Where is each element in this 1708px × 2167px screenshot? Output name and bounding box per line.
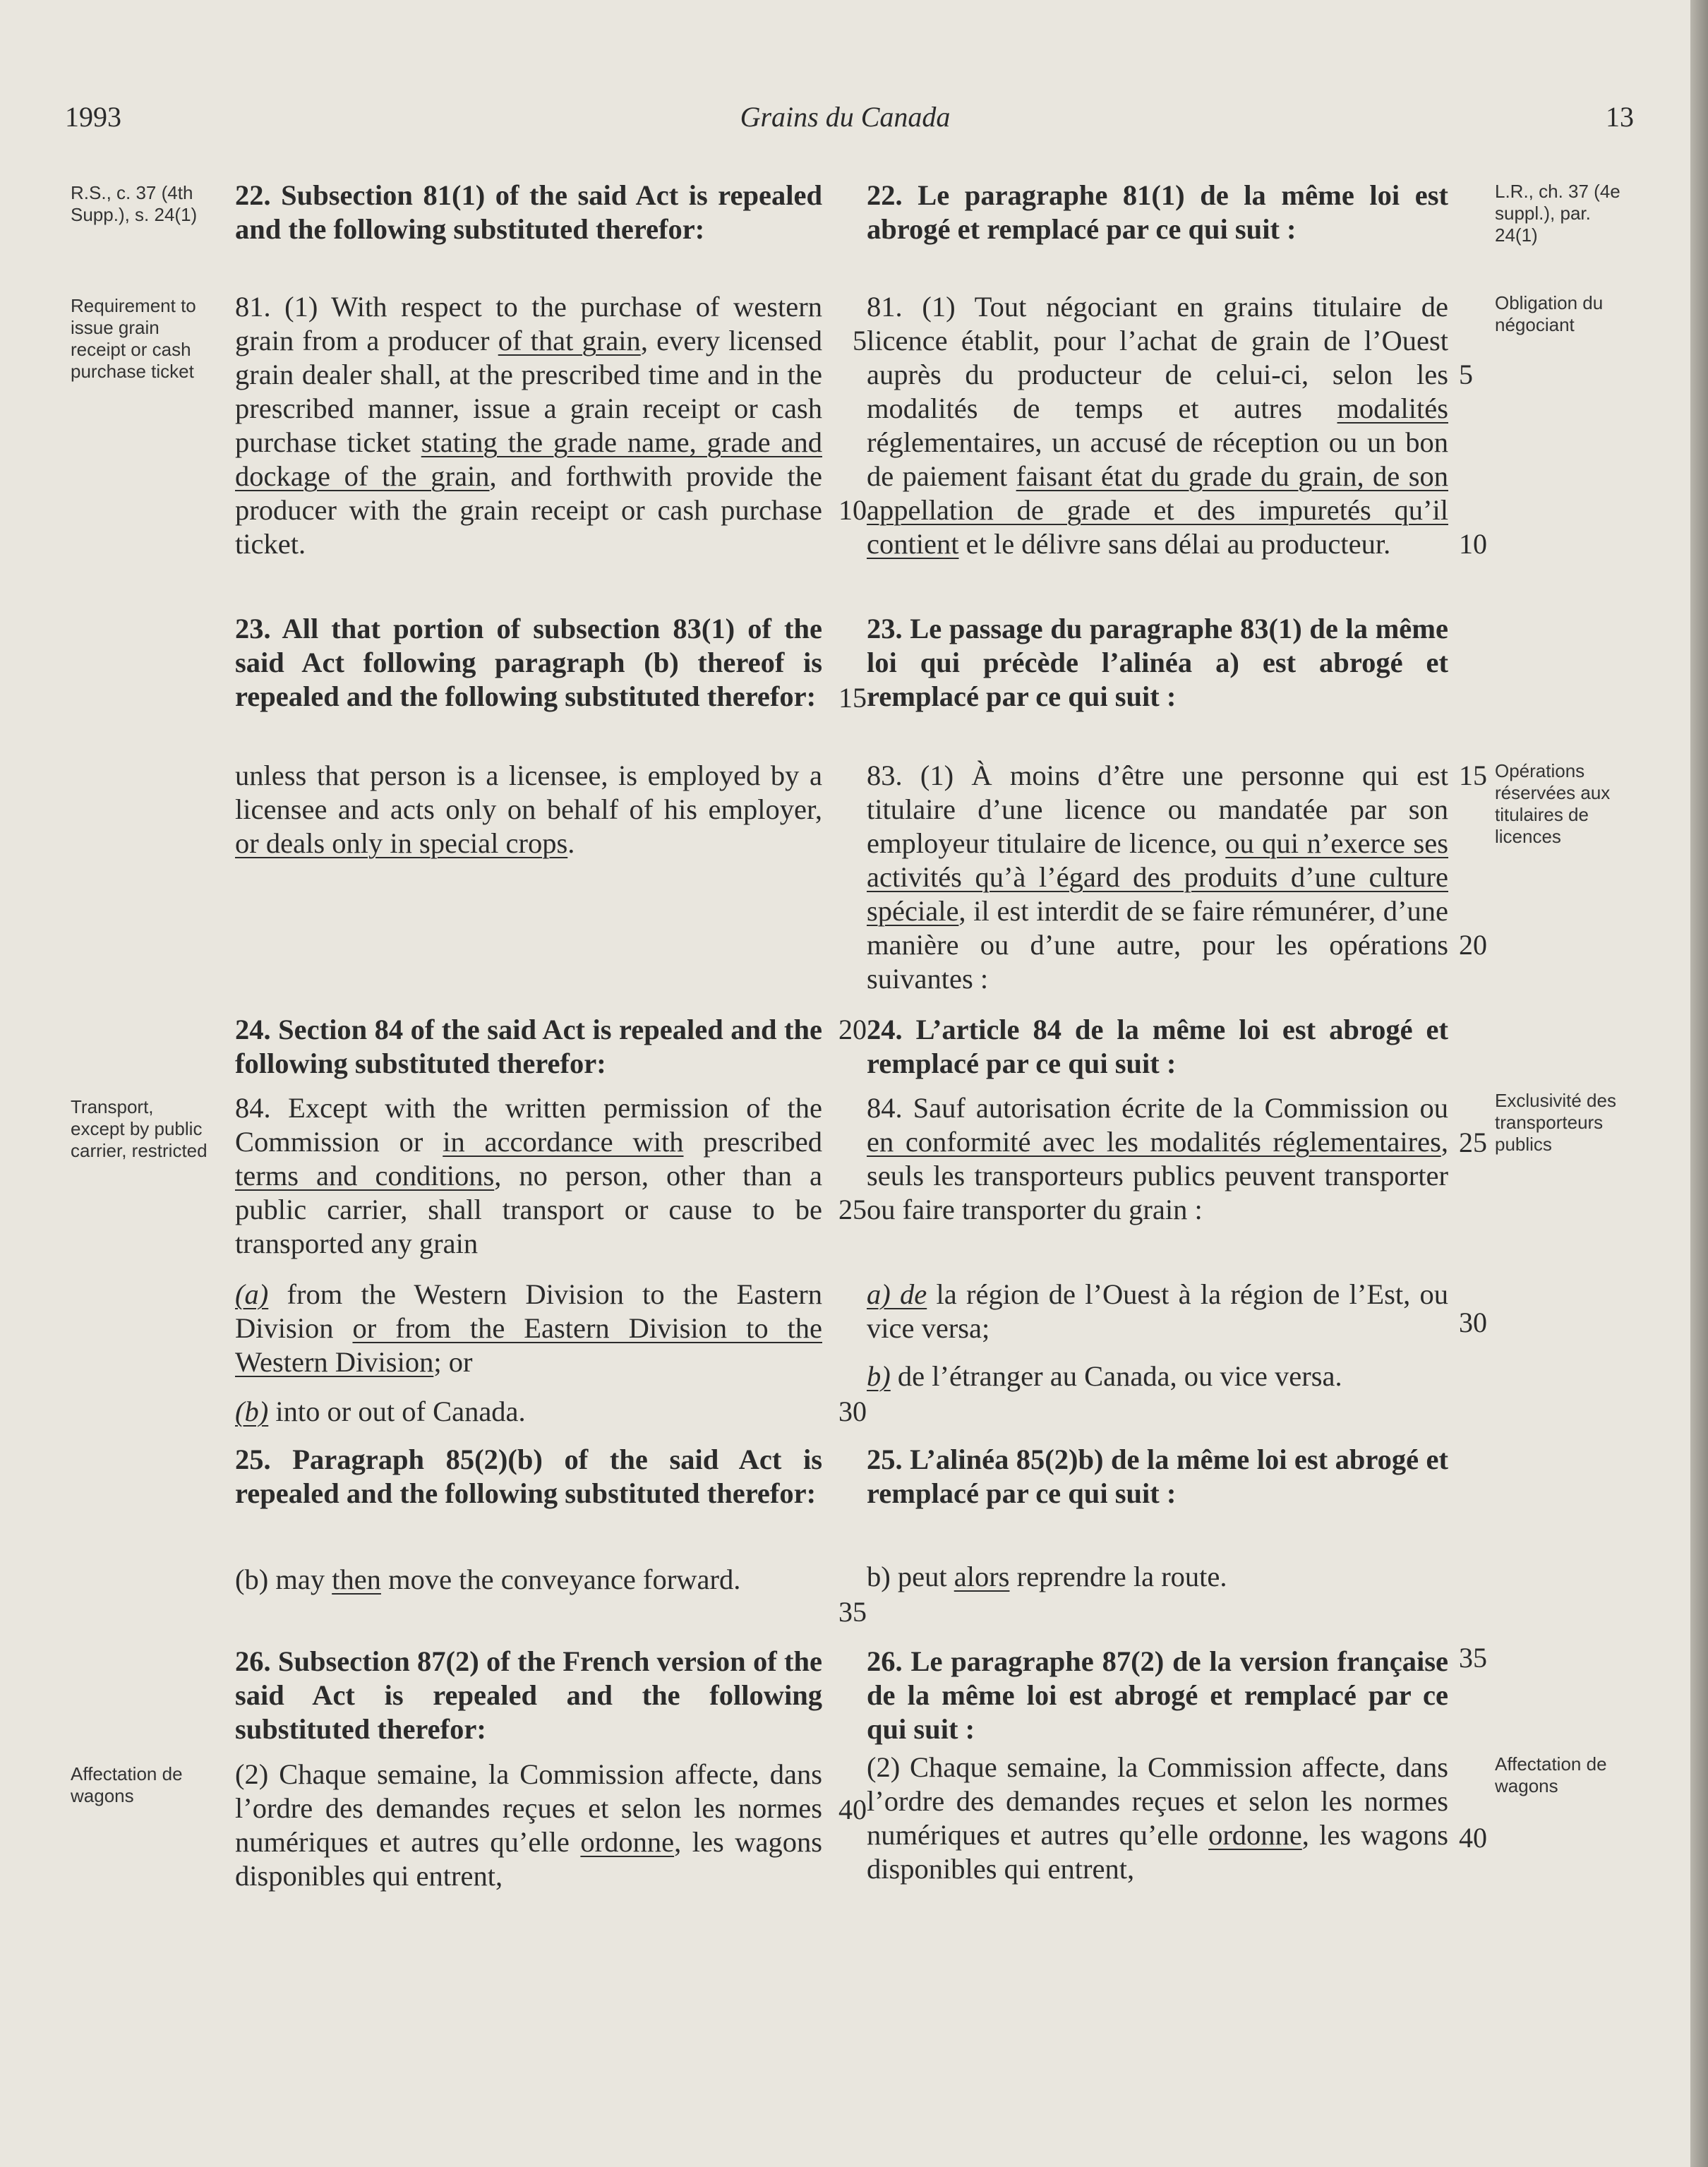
fr-s81-text: 81. (1) Tout négociant en grains titulaire de licence établit, pour l’achat de grain de l’Ouest auprès du producteur de celui-ci, selon les modalités de temps et autres modalités réglementaires, un accusé de réception ou un bon de paiement faisant état du grade du grain, de son appellation de grade et des impuretés qu’il contient et le délivre sans délai au producteur.	[867, 291, 1448, 560]
en-s25-heading: 25. Paragraph 85(2)(b) of the said Act is repealed and the following substituted therefor:	[235, 1443, 822, 1509]
line-number: 10	[838, 494, 867, 526]
en-s83-text: unless that person is a licensee, is employed by a licensee and acts only on behalf of his employer, or deals only in special crops.	[235, 760, 822, 859]
en-s23-heading: 23. All that portion of subsection 83(1) of the said Act following paragraph (b) thereof is repealed and the following substituted therefor:	[235, 613, 822, 712]
fr-s83-text: 83. (1) À moins d’être une personne qui est titulaire d’une licence ou mandatée par son employeur titulaire de licence, ou qui n’exerce ses activités qu’à l’égard des produits d’une culture spéciale, il est interdit de se faire rémunérer, d’une manière ou d’une autre, pour les opérations suivantes :	[867, 760, 1448, 995]
fr-s84-paragraph-b: b) de l’étranger au Canada, ou vice versa.	[867, 1360, 1342, 1392]
margin-note-right-4: Exclusivité des transporteurs publics	[1495, 1090, 1616, 1155]
page-edge-shadow	[1690, 0, 1708, 2167]
line-number: 40	[838, 1794, 867, 1825]
margin-note-right-2: Obligation du négociant	[1495, 292, 1604, 335]
fr-s24-heading: 24. L’article 84 de la même loi est abrogé et remplacé par ce qui suit :	[867, 1014, 1448, 1079]
line-number: 35	[838, 1596, 867, 1628]
fr-s85-text: b) peut alors reprendre la route.	[867, 1561, 1227, 1592]
margin-note-right-5: Affectation de wagons	[1495, 1753, 1607, 1796]
en-s26-heading: 26. Subsection 87(2) of the French version of the said Act is repealed and the following substituted therefor:	[235, 1645, 822, 1745]
line-number: 15	[1459, 760, 1487, 791]
line-number: 5	[1459, 359, 1473, 390]
margin-note-left-1: R.S., c. 37 (4th Supp.), s. 24(1)	[71, 182, 198, 225]
fr-s26-heading: 26. Le paragraphe 87(2) de la version française de la même loi est abrogé et remplacé par ce qui suit :	[867, 1645, 1448, 1745]
en-s87-text: (2) Chaque semaine, la Commission affecte, dans l’ordre des demandes reçues et selon les normes numériques et autres qu’elle ordonne, les wagons disponibles qui entrent,	[235, 1758, 822, 1892]
margin-note-right-3: Opérations réservées aux titulaires de licences	[1495, 760, 1611, 847]
fr-s84-paragraph-a: a) de la région de l’Ouest à la région de l’Est, ou vice versa;	[867, 1278, 1449, 1344]
fr-s22-heading: 22. Le paragraphe 81(1) de la même loi est abrogé et remplacé par ce qui suit :	[867, 179, 1448, 245]
line-number: 20	[838, 1014, 867, 1045]
en-s84-paragraph-b: (b) into or out of Canada.	[235, 1395, 526, 1427]
en-s81-text: 81. (1) With respect to the purchase of western grain from a producer of that grain, every licensed grain dealer shall, at the prescribed time and in the prescribed manner, issue a grain receipt or cash purchase ticket stating the grade name, grade and dockage of the grain, and forthwith provide the producer with the grain receipt or cash purchase ticket.	[235, 291, 822, 560]
margin-note-left-3: Transport, except by public carrier, restricted	[71, 1096, 208, 1161]
line-number: 25	[838, 1194, 867, 1225]
fr-s23-heading: 23. Le passage du paragraphe 83(1) de la même loi qui précède l’alinéa a) est abrogé et remplacé par ce qui suit :	[867, 613, 1448, 712]
en-s85-text: (b) may then move the conveyance forward.	[235, 1563, 741, 1595]
header-page-number: 13	[1606, 101, 1634, 133]
line-number: 30	[838, 1395, 867, 1427]
line-number: 20	[1459, 929, 1487, 961]
fr-s87-text: (2) Chaque semaine, la Commission affecte, dans l’ordre des demandes reçues et selon les normes numériques et autres qu’elle ordonne, les wagons disponibles qui entrent,	[867, 1751, 1448, 1885]
en-s84-paragraph-a: (a) from the Western Division to the Eastern Division or from the Eastern Division to the Western Division; or	[235, 1278, 822, 1378]
margin-note-right-1: L.R., ch. 37 (4e suppl.), par. 24(1)	[1495, 181, 1620, 246]
header-title: Grains du Canada	[740, 101, 951, 133]
line-number: 25	[1459, 1127, 1487, 1158]
line-number: 15	[838, 682, 867, 714]
fr-s25-heading: 25. L’alinéa 85(2)b) de la même loi est abrogé et remplacé par ce qui suit :	[867, 1443, 1448, 1509]
en-s24-heading: 24. Section 84 of the said Act is repealed and the following substituted therefor:	[235, 1014, 822, 1079]
margin-note-left-2: Requirement to issue grain receipt or cash purchase ticket	[71, 295, 196, 382]
line-number: 30	[1459, 1307, 1487, 1338]
en-s22-heading: 22. Subsection 81(1) of the said Act is repealed and the following substituted therefor:	[235, 179, 822, 245]
en-s84-text: 84. Except with the written permission of the Commission or in accordance with prescribed terms and conditions, no person, other than a public carrier, shall transport or cause to be transported any grain	[235, 1092, 823, 1259]
fr-s84-text: 84. Sauf autorisation écrite de la Commission ou en conformité avec les modalités réglementaires, seuls les transporteurs publics peuvent transporter ou faire transporter du grain :	[867, 1092, 1448, 1225]
line-number: 5	[853, 325, 867, 356]
margin-note-left-4: Affectation de wagons	[71, 1763, 183, 1806]
header-year: 1993	[65, 101, 121, 133]
line-number: 40	[1459, 1822, 1487, 1854]
line-number: 35	[1459, 1642, 1487, 1674]
line-number: 10	[1459, 528, 1487, 560]
